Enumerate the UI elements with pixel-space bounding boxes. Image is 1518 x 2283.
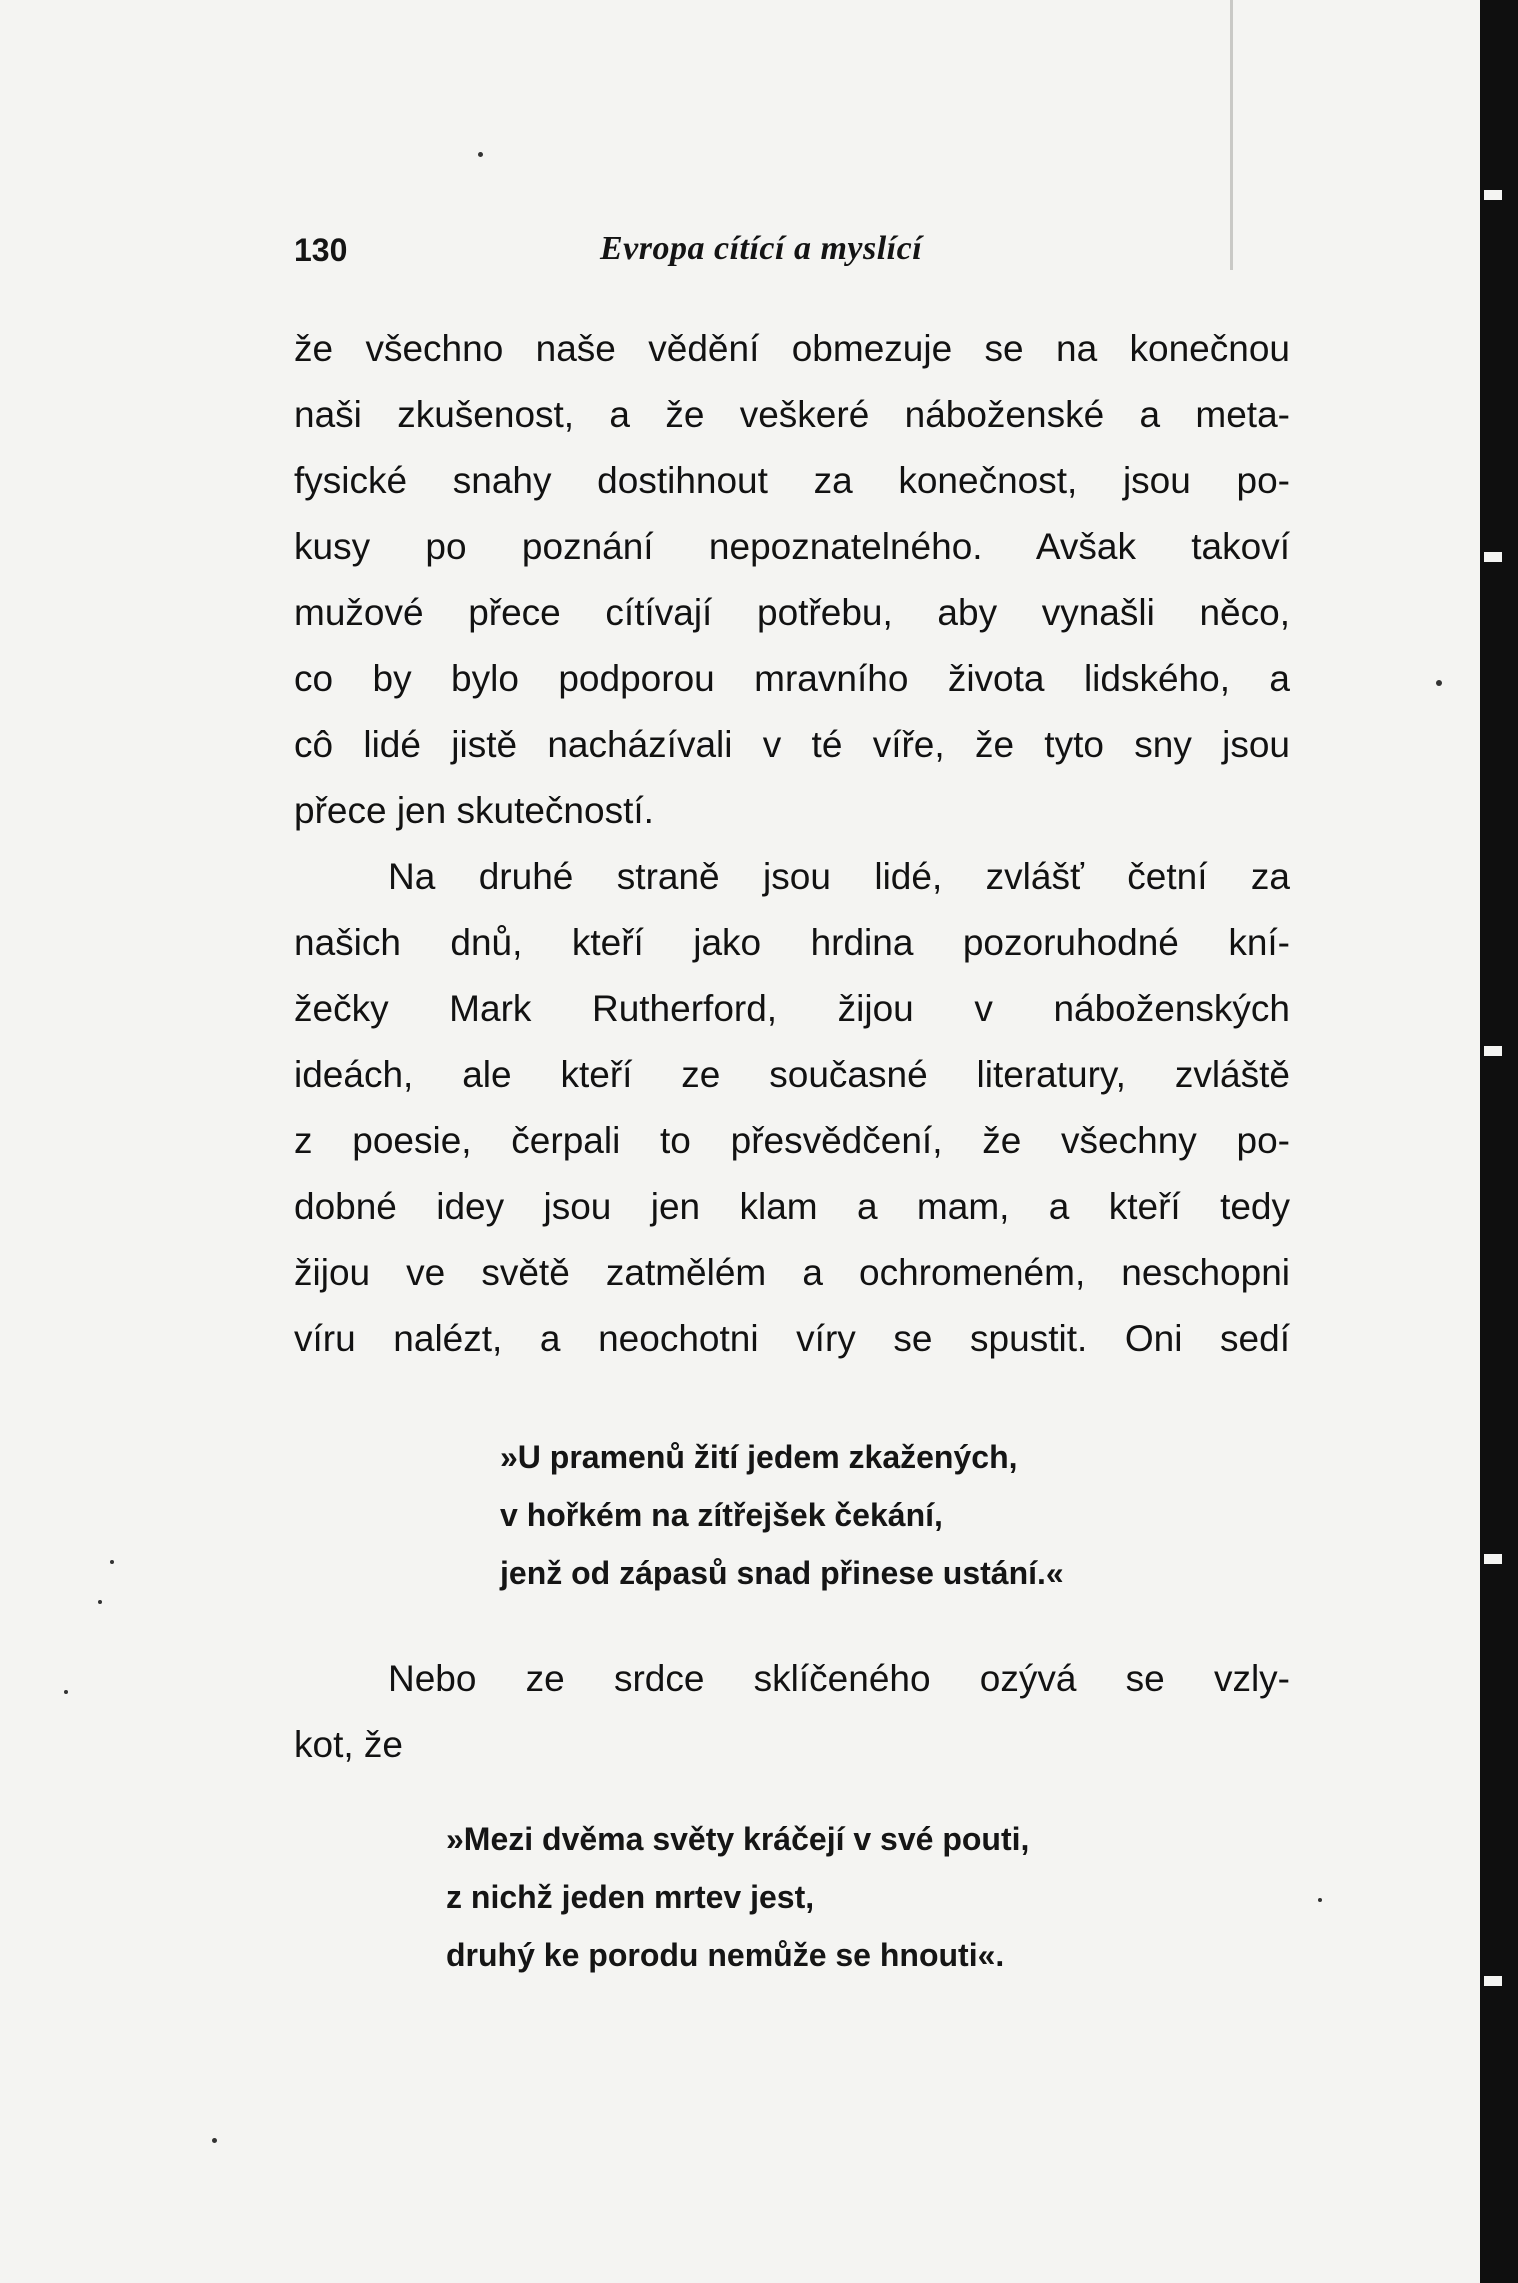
verse-line: »Mezi dvěma světy kráčejí v své pouti,	[446, 1821, 1030, 1857]
scan-edge-mark	[1484, 190, 1502, 200]
text-line: přece jen skutečností.	[294, 790, 654, 831]
verse-line: »U pramenů žití jedem zkažených,	[500, 1439, 1018, 1475]
paragraph-1	[294, 316, 1290, 1372]
text-line: kot, že	[294, 1724, 403, 1765]
paragraph-3	[294, 1646, 1290, 1778]
text-line: dobné idey jsou jen klam a mam, a kteří tedy	[294, 1186, 1290, 1227]
text-line: co by bylo podporou mravního života lidského, a	[294, 658, 1290, 699]
scan-edge	[1480, 0, 1518, 2283]
text-line: víru nalézt, a neochotni víry se spustit. Oni sedí	[294, 1318, 1290, 1359]
page-header	[294, 228, 1294, 276]
verse-line: v hořkém na zítřejšek čekání,	[500, 1497, 943, 1533]
running-title: Evropa cítící a myslící	[600, 230, 923, 267]
page-number: 130	[294, 232, 348, 268]
scan-speck	[1436, 680, 1442, 686]
scan-speck	[110, 1560, 114, 1564]
text-line: Na druhé straně jsou lidé, zvlášť četní za	[388, 856, 1290, 897]
scan-edge-mark	[1484, 1046, 1502, 1056]
text-line: z poesie, čerpali to přesvědčení, že všechny po-	[294, 1120, 1290, 1161]
text-line: ideách, ale kteří ze současné literatury, zvláště	[294, 1054, 1290, 1095]
verse-line: druhý ke porodu nemůže se hnouti«.	[446, 1937, 1005, 1973]
scan-speck	[64, 1690, 68, 1694]
text-line: žijou ve světě zatmělém a ochromeném, neschopni	[294, 1252, 1290, 1293]
text-line: fysické snahy dostihnout za konečnost, jsou po-	[294, 460, 1290, 501]
text-line: mužové přece cítívají potřebu, aby vynašli něco,	[294, 592, 1290, 633]
verse-line: z nichž jeden mrtev jest,	[446, 1879, 815, 1915]
scan-edge-mark	[1484, 1976, 1502, 1986]
scan-edge-mark	[1484, 552, 1502, 562]
scan-speck	[1318, 1898, 1322, 1902]
scan-speck	[478, 152, 483, 157]
scan-speck	[98, 1600, 102, 1604]
verse-quote-1	[500, 1428, 1064, 1602]
text-line: cô lidé jistě nacházívali v té víře, že tyto sny jsou	[294, 724, 1290, 765]
text-line: kusy po poznání nepoznatelného. Avšak takoví	[294, 526, 1290, 567]
text-line: naši zkušenost, a že veškeré náboženské a meta-	[294, 394, 1290, 435]
scan-speck	[212, 2138, 217, 2143]
verse-quote-2	[446, 1810, 1029, 1984]
scan-edge-mark	[1484, 1554, 1502, 1564]
text-line: žečky Mark Rutherford, žijou v náboženských	[294, 988, 1290, 1029]
text-line: že všechno naše vědění obmezuje se na konečnou	[294, 328, 1290, 369]
verse-line: jenž od zápasů snad přinese ustání.«	[500, 1555, 1064, 1591]
text-line: Nebo ze srdce sklíčeného ozývá se vzly-	[388, 1658, 1290, 1699]
text-line: našich dnů, kteří jako hrdina pozoruhodné kní-	[294, 922, 1290, 963]
